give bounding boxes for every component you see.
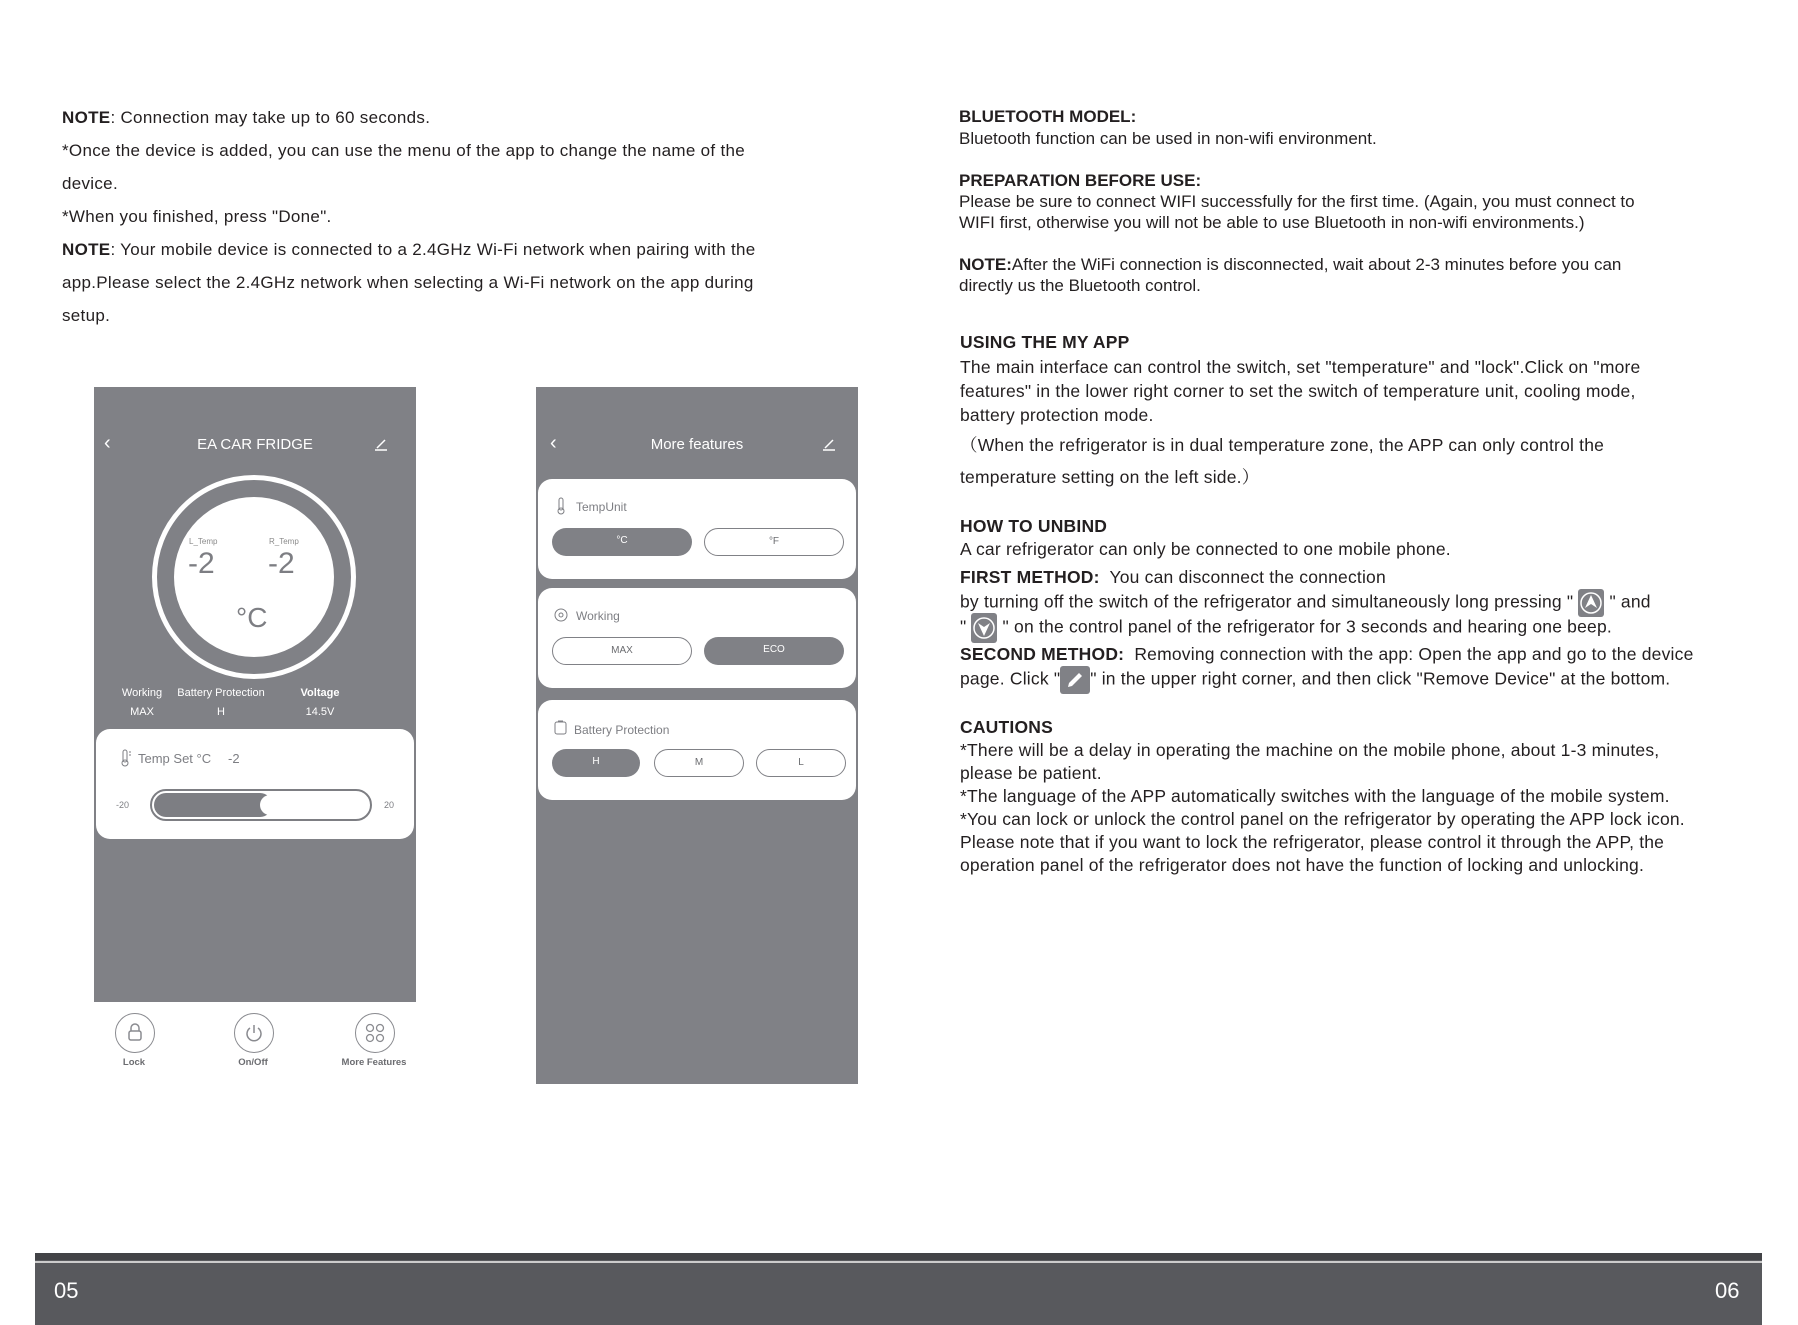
battery-value: H [217,706,225,718]
text-line: setup. [62,306,111,325]
r-temp-label: R_Temp [269,537,299,546]
page-number-right: 06 [1715,1278,1740,1303]
text-line: please be patient. [960,763,1102,783]
note-text: : Connection may take up to 60 seconds. [110,108,431,127]
thermometer-icon [556,497,568,515]
l-temp-label: L_Temp [189,537,218,546]
cautions-heading: CAUTIONS [960,717,1053,737]
first-method-label: FIRST METHOD: [960,567,1100,587]
note-wifi [62,240,756,260]
text-fragment: " and [1609,591,1651,612]
phone-more-features-screen [536,387,858,1084]
note-bluetooth [959,254,1621,275]
working-icon [554,608,568,622]
lock-label: Lock [122,1057,146,1068]
text-line: app.Please select the 2.4GHz network when selecting a Wi-Fi network on the app during [62,273,754,292]
footer-rule-light [35,1261,1762,1263]
more-features-button[interactable] [355,1013,395,1053]
page-number-left: 05 [54,1278,79,1303]
page-footer [35,1253,1762,1325]
text-line: A car refrigerator can only be connected to one mobile phone. [960,539,1451,559]
voltage-value: 14.5V [305,706,335,718]
first-method-text: You can disconnect the connection [1109,567,1386,587]
temp-unit-card [538,479,856,579]
r-temp-value: -2 [268,547,295,580]
text-line: Bluetooth function can be used in non-wifi environment. [959,129,1377,148]
protection-high-button[interactable]: H [552,749,640,777]
back-icon[interactable]: ‹ [104,432,111,454]
working-label: Working [121,687,163,699]
note-label: NOTE [62,108,111,127]
text-line: features" in the lower right corner to set the switch of temperature unit, cooling mode, [960,381,1636,401]
power-button[interactable] [234,1013,274,1053]
temp-set-card [96,729,414,839]
slider-min: -20 [116,800,130,810]
mode-eco-button[interactable]: ECO [704,637,844,665]
l-temp-value: -2 [188,547,215,580]
unit-fahrenheit-button[interactable]: °F [704,528,844,556]
text-line: *You can lock or unlock the control panel on the refrigerator by operating the APP lock icon. [960,809,1685,829]
using-app-heading: USING THE MY APP [960,332,1130,352]
lock-button[interactable] [115,1013,155,1053]
slider-knob[interactable] [260,795,280,815]
first-method-line [960,565,1386,589]
back-icon[interactable]: ‹ [550,432,557,454]
unit-celsius-button[interactable]: °C [552,528,692,556]
note-text: After the WiFi connection is disconnected, wait about 2-3 minutes before you can [1011,255,1622,274]
temp-set-value: -2 [228,751,240,766]
battery-label: Battery Protection [177,687,265,699]
text-line: *Once the device is added, you can use the menu of the app to change the name of the [62,141,745,160]
protection-medium-button[interactable]: M [654,749,744,777]
app-title: EA CAR FRIDGE [197,436,313,453]
text-line: device. [62,174,118,193]
working-value: MAX [130,706,154,718]
lock-icon [127,1023,143,1041]
text-fragment: " in the upper right corner, and then click "Remove Device" at the bottom. [1090,668,1671,689]
text-line: *When you finished, press "Done". [62,207,332,226]
phone-main-screen [94,387,416,1002]
temp-dial [174,497,334,657]
voltage-label: Voltage [300,687,340,699]
working-label: Working [576,609,620,623]
screen-title: More features [650,436,744,453]
note-label: NOTE: [959,255,1012,274]
text-line: battery protection mode. [960,405,1154,425]
temp-slider[interactable] [150,789,372,821]
edit-pencil-icon [1060,666,1090,694]
thermometer-icon [120,749,132,767]
temp-unit-label: TempUnit [576,500,627,514]
text-line: *The language of the APP automatically switches with the language of the mobile system. [960,786,1670,806]
note-connection [62,108,430,128]
note-text: : Your mobile device is connected to a 2.4GHz Wi-Fi network when pairing with the [110,240,756,259]
protection-low-button[interactable]: L [756,749,846,777]
working-mode-card [538,588,856,688]
slider-max: 20 [384,800,395,810]
text-line: The main interface can control the switch, set "temperature" and "lock".Click on "more [960,357,1641,377]
temp-set-label: Temp Set °C [138,751,212,766]
note-label: NOTE [62,240,111,259]
text-fragment: by turning off the switch of the refrigerator and simultaneously long pressing " [960,591,1574,612]
text-line: （When the refrigerator is in dual temperature zone, the APP can only control the [960,435,1605,455]
second-method-text: Removing connection with the app: Open the app and go to the device [1134,644,1694,664]
battery-icon [554,720,567,735]
preparation-heading: PREPARATION BEFORE USE: [959,171,1202,190]
text-line: operation panel of the refrigerator does not have the function of locking and unlocking. [960,855,1645,875]
down-arrow-button-icon [971,613,997,643]
text-line: Please note that if you want to lock the refrigerator, please control it through the APP, the [960,832,1665,852]
battery-protection-card [538,700,856,800]
mode-max-button[interactable]: MAX [552,637,692,665]
second-method-label: SECOND METHOD: [960,644,1125,664]
battery-protection-label: Battery Protection [574,723,670,737]
text-line: Please be sure to connect WIFI successfully for the first time. (Again, you must connect to [959,192,1635,211]
edit-icon[interactable] [374,437,388,451]
first-method-line-3 [960,613,1612,643]
text-line: directly us the Bluetooth control. [959,276,1201,295]
second-method-line [960,642,1694,666]
more-features-label: More Features [341,1057,407,1068]
onoff-label: On/Off [238,1057,268,1068]
unbind-heading: HOW TO UNBIND [960,516,1108,536]
slider-fill [154,793,272,817]
footer-rule [35,1253,1762,1260]
power-icon [244,1023,264,1043]
edit-icon[interactable] [822,437,836,451]
second-method-line-2 [960,666,1670,694]
text-line: WIFI first, otherwise you will not be able to use Bluetooth in non-wifi environments.) [959,213,1585,232]
text-fragment: " on the control panel of the refrigerator for 3 seconds and hearing one beep. [1002,616,1612,637]
text-fragment: page. Click " [960,668,1061,689]
text-fragment: " [960,616,967,637]
bluetooth-heading: BLUETOOTH MODEL: [959,107,1137,126]
grid-icon [365,1023,385,1043]
text-line: *There will be a delay in operating the machine on the mobile phone, about 1-3 minutes, [960,740,1660,760]
text-line: temperature setting on the left side.） [960,467,1260,487]
temp-unit: °C [236,602,268,633]
